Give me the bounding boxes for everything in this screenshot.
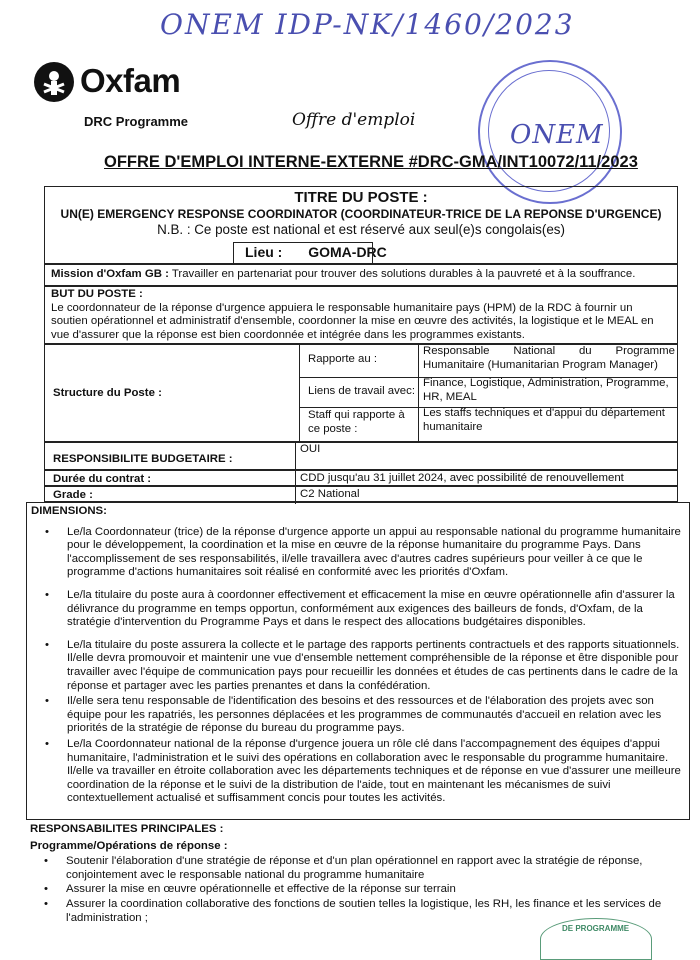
responsabilites-section [30, 823, 690, 925]
budget-section [44, 442, 678, 470]
structure-row-reports-to [300, 345, 678, 378]
grade-value: C2 National [295, 487, 360, 504]
position-title: UN(E) EMERGENCY RESPONSE COORDINATOR (COORDINATEUR-TRICE DE LA REPONSE D'URGENCE) [60, 207, 662, 221]
list-item: • Assurer la mise en œuvre opérationnelle et effective de la réponse sur terrain [30, 883, 690, 897]
list-item: • Assurer la coordination collaborative des fonctions de soutien telles la logistique, les RH, les finance et les services de l'administration ; [30, 898, 690, 925]
logo-wordmark: Oxfam [80, 62, 181, 99]
list-item: • Le/la Coordonnateur national de la réponse d'urgence jouera un rôle clé dans l'accompagnement des équipes d'appui humanitaire, l'administration et le suivi des opérations en collaboration avec le responsable du programme humanitaire. Il/elle va travailler en étroite collaboration avec les départements techniques et de réponse en vue d'assurer une meilleure coordination de la réponse et le suivi de la distribution de l'aide, tout en maintenant les mécanismes de suivi contextuellement actualisé et suffisamment concis pour toutes les activités. [31, 738, 681, 806]
duree-value: CDD jusqu'au 31 juillet 2024, avec possibilité de renouvellement [295, 471, 624, 488]
grade-label: Grade : [53, 489, 93, 501]
bottom-stamp-text: DE PROGRAMME [562, 924, 630, 933]
but-text: Le coordonnateur de la réponse d'urgence appuiera le responsable humanitaire pays (HPM) de la RDC à fournir un soutien opérationnel et administratif d'ensemble, coordonner la mise en œuvre des activités, la logistique et le MEAL en vue d'assurer que la réponse est bien coordonnée et intégrée dans les programmes existants. [51, 301, 654, 341]
list-item: • Le/la titulaire du poste assurera la collecte et le partage des rapports pertinents contractuels et des rapports situationnels. Il/elle devra promouvoir et maintenir une vue d'ensemble nettement compréhensible de la réponse et être disponible pour travailler avec l'équipe de communication pays pour recueillir les données et études de cas pertinents dans le cadre de la réponse et partager avec les parties prenantes et dans la confédération. [31, 639, 681, 693]
lieu-value: GOMA-DRC [308, 244, 387, 260]
mission-label: Mission d'Oxfam GB : [51, 268, 169, 280]
titre-section [44, 186, 678, 264]
structure-section [44, 344, 678, 442]
budget-label: RESPONSIBILITE BUDGETAIRE : [53, 453, 233, 465]
mission-text: Travailler en partenariat pour trouver des solutions durables à la pauvreté et à la souffrance. [171, 268, 636, 280]
structure-row-staff [300, 407, 678, 443]
structure-value: Les staffs techniques et d'appui du département humanitaire [418, 407, 675, 443]
list-item: • Le/la titulaire du poste aura à coordonner effectivement et efficacement la mise en œuvre opérationnelle afin d'assurer la délivrance du programme en temps opportun, conformément aux exigences des bailleurs de fonds, d'Oxfam, de la stratégie d'intervention du Programme Pays et dans le respect des allocations budgétaires disponibles. [31, 589, 681, 630]
structure-key: Liens de travail avec: [308, 385, 416, 397]
but-label: BUT DU POSTE : [51, 288, 143, 300]
lieu-label: Lieu : [245, 244, 283, 260]
responsabilites-sub: Programme/Opérations de réponse : [30, 839, 228, 852]
duree-section [44, 470, 678, 486]
titre-heading: TITRE DU POSTE : [294, 189, 428, 206]
list-item: • Le/la Coordonnateur (trice) de la réponse d'urgence apporte un appui au responsable national du programme humanitaire pour le développement, la coordination et la mise en œuvre de la réponse humanitaire du programme Pays. Dans l'accomplissement de ses responsabilités, il/elle travaillera avec d'autres cadres supérieurs pour veiller à ce que le programme d'actions humanitaires soit réalisé en conformité avec les priorités d'Oxfam. [31, 526, 681, 580]
list-item: • Il/elle sera tenu responsable de l'identification des besoins et des ressources et de l'élaboration des projets avec son équipe pour les rapatriés, les personnes déplacées et les programmes de communautés d'accueil en relation avec les priorités de la stratégie de réponse du bureau du programme pays. [31, 695, 681, 736]
handwritten-reference: ONEM IDP-NK/1460/2023 [160, 8, 575, 41]
structure-value: Responsable National du Programme Humanitaire (Humanitarian Program Manager) [418, 345, 675, 377]
programme-label: DRC Programme [84, 114, 189, 129]
dimensions-section [26, 502, 690, 820]
structure-row-links [300, 377, 678, 408]
list-item: • Soutenir l'élaboration d'une stratégie de réponse et d'un plan opérationnel en rapport avec la stratégie de réponse, conjointement avec le responsable national du programme humanitaire [30, 855, 690, 882]
structure-key: Staff qui rapporte à ce poste : [308, 409, 405, 435]
job-offer-title: OFFRE D'EMPLOI INTERNE-EXTERNE #DRC-GMA/INT10072/11/2023 [104, 153, 638, 171]
grade-section [44, 486, 678, 502]
offre-script-title: Offre d'emploi [292, 110, 416, 130]
lieu-box [233, 242, 373, 263]
dimensions-label: DIMENSIONS: [31, 505, 107, 517]
budget-value: OUI [295, 443, 320, 471]
mission-section [44, 264, 678, 286]
stamp-text: ONEM [510, 120, 604, 150]
structure-key: Rapporte au : [308, 353, 378, 365]
oxfam-logo-icon [34, 62, 74, 102]
responsabilites-label: RESPONSABILITES PRINCIPALES : [30, 823, 224, 835]
but-section [44, 286, 678, 344]
structure-value: Finance, Logistique, Administration, Programme, HR, MEAL [418, 377, 675, 407]
structure-label: Structure du Poste : [53, 387, 162, 399]
duree-label: Durée du contrat : [53, 473, 152, 485]
nationality-note: N.B. : Ce poste est national et est réservé aux seul(e)s congolais(es) [157, 222, 565, 237]
